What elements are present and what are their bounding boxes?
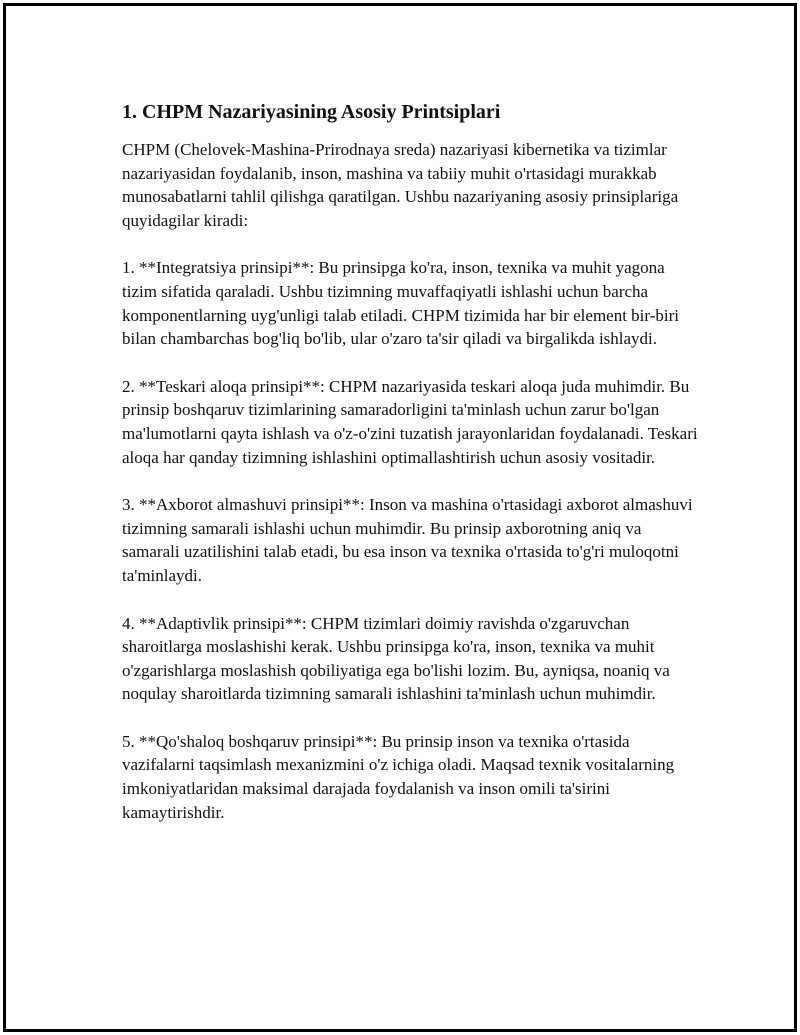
principle-adaptivity-paragraph: 4. **Adaptivlik prinsipi**: CHPM tizimlari doimiy ravishda o'zgaruvchan sharoitlarga moslashishi kerak. Ushbu prinsipga ko'ra, inson, texnika va muhit o'zgarishlarga moslashish qobiliyatiga ega bo'lishi lozim. Bu, ayniqsa, noaniq va noqulay sharoitlarda tizimning samarali ishlashini ta'minlash uchun muhimdir.: [122, 613, 670, 704]
principle-feedback-paragraph: 2. **Teskari aloqa prinsipi**: CHPM nazariyasida teskari aloqa juda muhimdir. Bu prinsip boshqaruv tizimlarining samaradorligini ta'minlash uchun zarur bo'lgan ma'lumotlarni qayta ishlash va o'z-o'zini tuzatish jarayonlaridan foydalanadi. Teskari aloqa har qanday tizimning ishlashini optimallashtirish uchun asosiy vositadir.: [122, 376, 698, 467]
document-body: [122, 98, 702, 848]
principle-information-exchange-paragraph: 3. **Axborot almashuvi prinsipi**: Inson va mashina o'rtasidagi axborot almashuvi tizimning samarali ishlashi uchun muhimdir. Bu prinsip axborotning aniq va samarali uzatilishini talab etadi, bu esa inson va texnika o'rtasida to'g'ri muloqotni ta'minlaydi.: [122, 495, 693, 585]
section-heading: 1. CHPM Nazariyasining Asosiy Printsiplari: [122, 101, 501, 123]
intro-paragraph: CHPM (Chelovek-Mashina-Prirodnaya sreda) nazariyasi kibernetika va tizimlar nazariyasidan foydalanib, inson, mashina va tabiiy muhit o'rtasidagi murakkab munosabatlarni tahlil qilishga qaratilgan. Ushbu nazariyaning asosiy prinsiplariga quyidagilar kiradi:: [122, 140, 679, 230]
principle-dual-control-paragraph: 5. **Qo'shaloq boshqaruv prinsipi**: Bu prinsip inson va texnika o'rtasida vazifalarni taqsimlash mexanizmini o'z ichiga oladi. Maqsad texnik vositalarning imkoniyatlaridan maksimal darajada foydalanish va inson omili ta'sirini kamaytirishdir.: [122, 731, 675, 822]
principle-integration-paragraph: 1. **Integratsiya prinsipi**: Bu prinsipga ko'ra, inson, texnika va muhit yagona tizim sifatida qaraladi. Ushbu tizimning muvaffaqiyatli ishlashi uchun barcha komponentlarning uyg'unligi talab etiladi. CHPM tizimida har bir element bir-biri bilan chambarchas bog'liq bo'lib, ular o'zaro ta'sir qiladi va birgalikda ishlaydi.: [122, 258, 679, 349]
page-frame: [3, 3, 797, 1032]
